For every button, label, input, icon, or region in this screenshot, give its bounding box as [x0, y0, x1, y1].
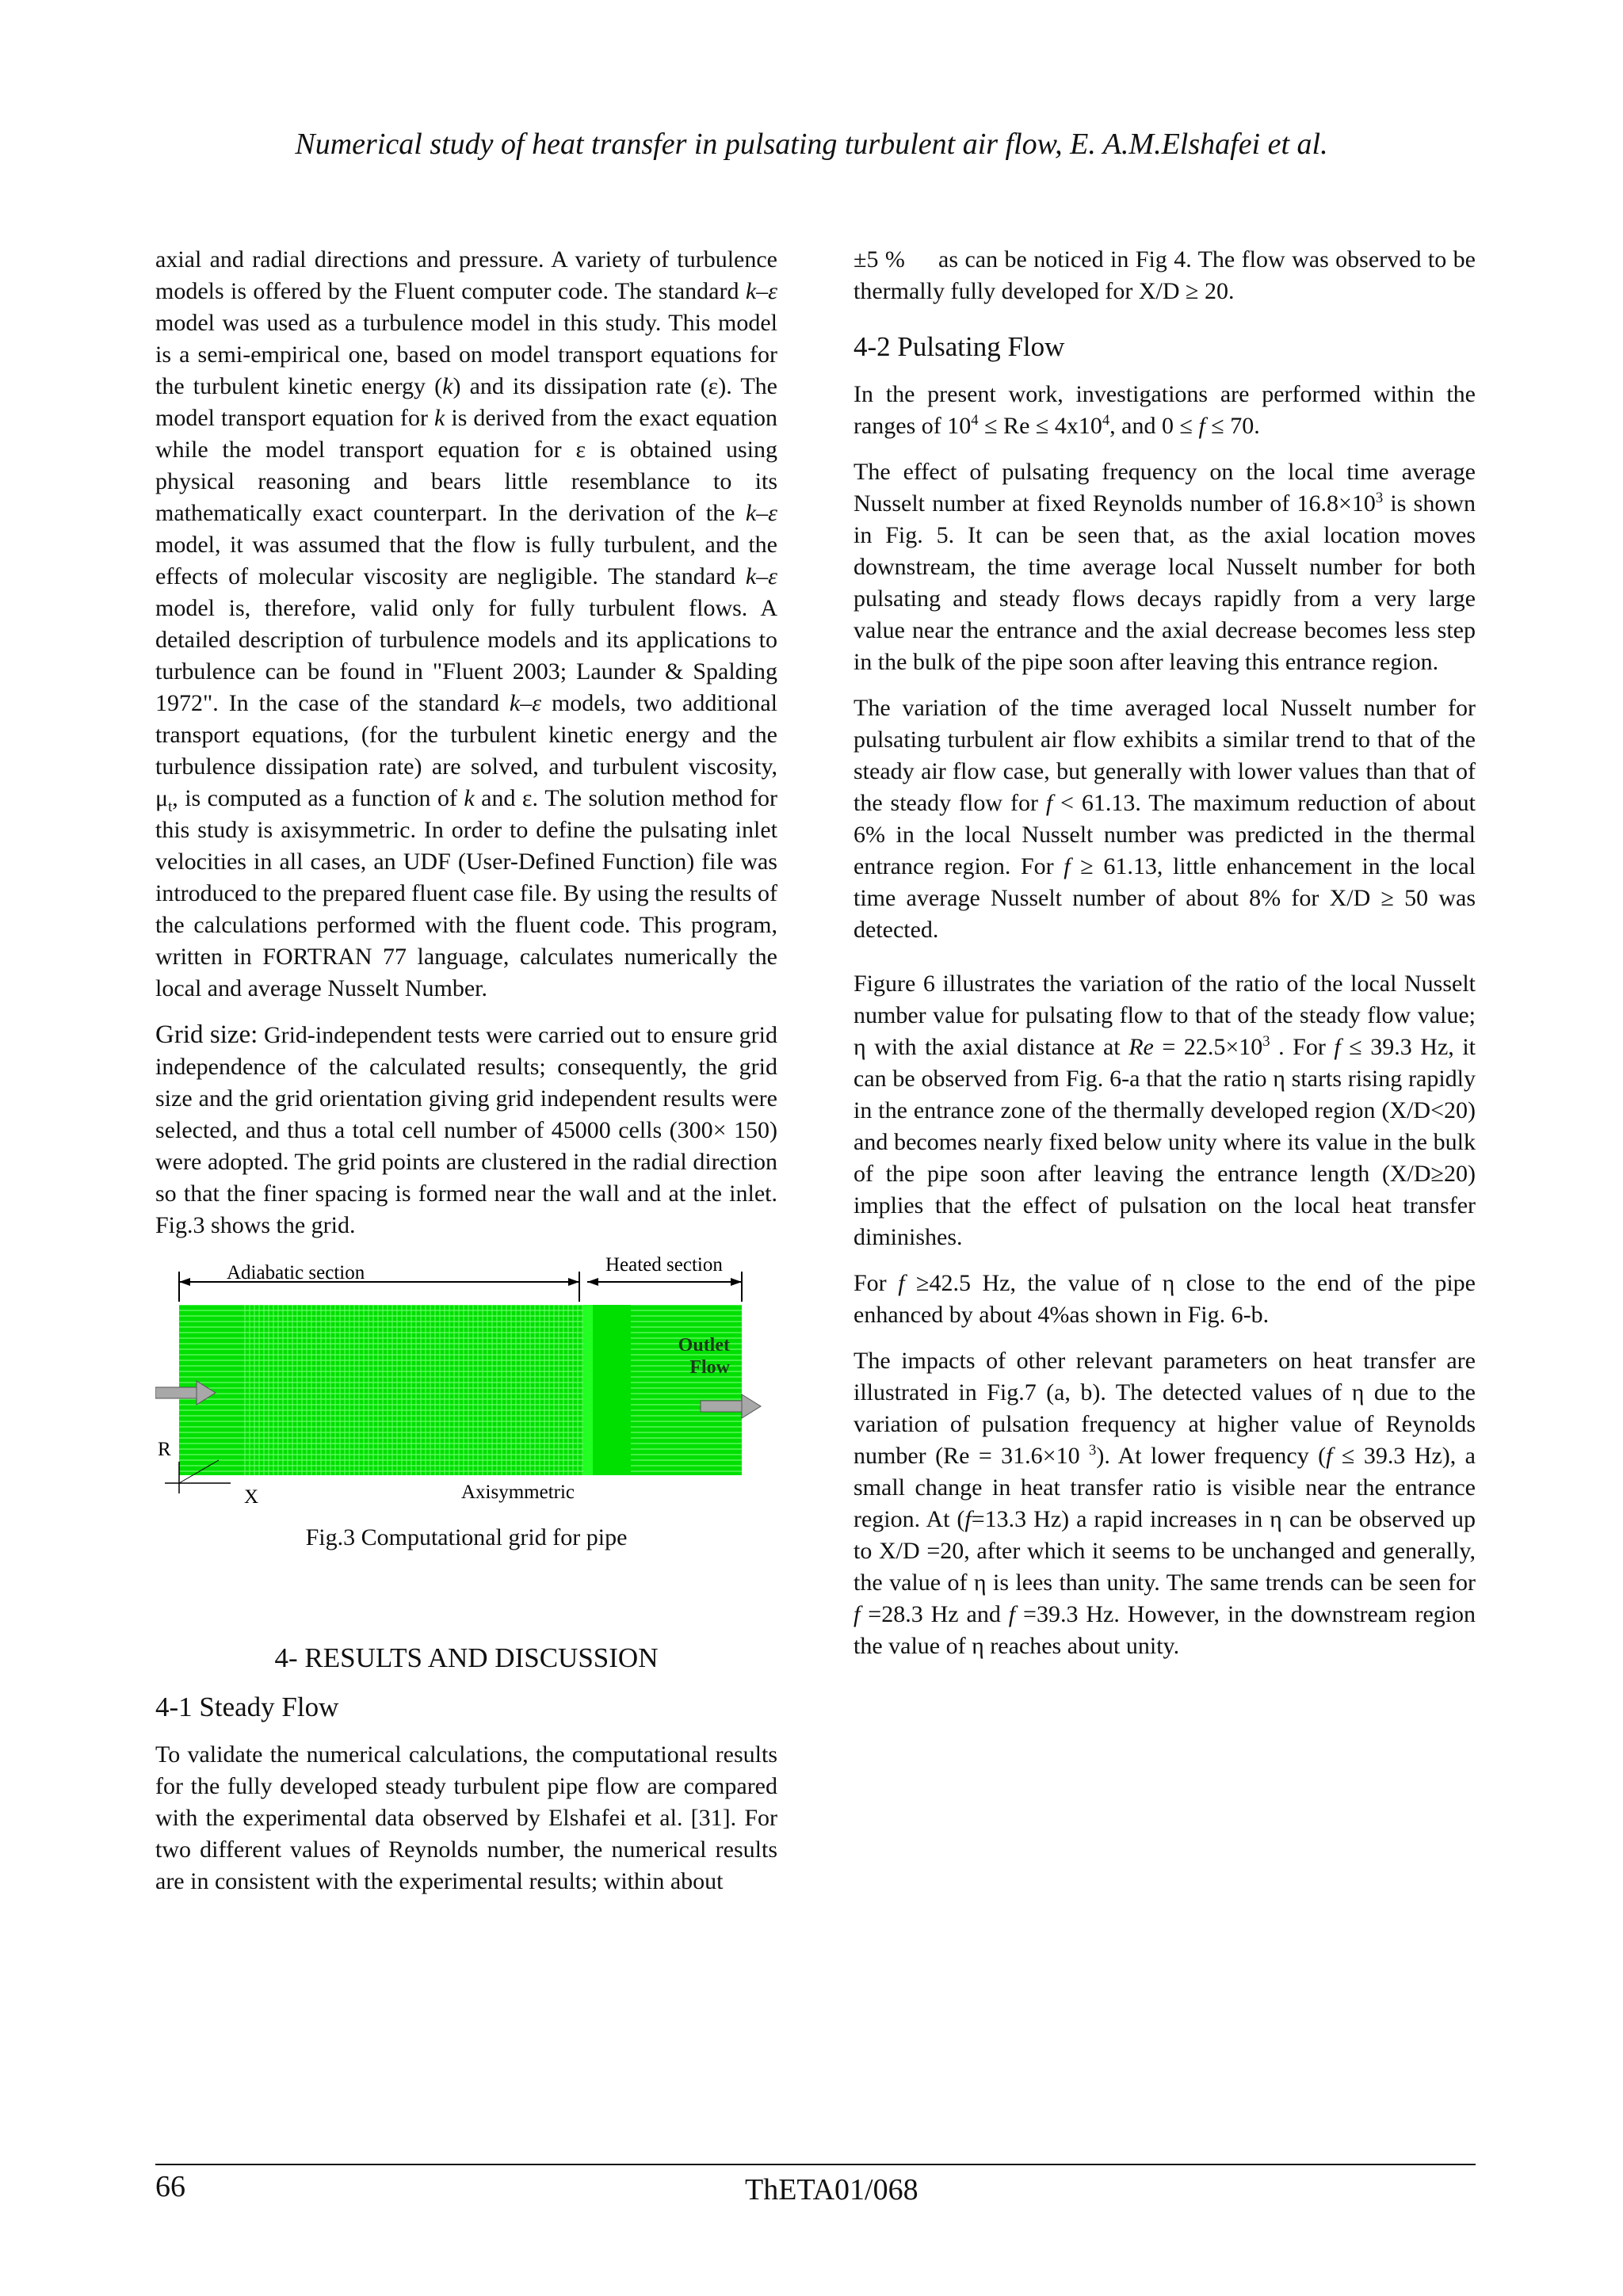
steady-flow-heading: 4-1 Steady Flow [155, 1691, 339, 1722]
footer-rule [155, 2164, 1476, 2165]
grid-size-paragraph: Grid size: Grid-independent tests were carried out to ensure grid independence of the calculated results; consequently, the grid size and the grid orientation giving grid independent results were selected, and thus a total cell number of 45000 cells (300× 150) were adopted. The grid points are clustered in the radial direction so that the finer spacing is formed near the wall and at the inlet. Fig.3 shows the grid. [155, 1020, 777, 1238]
figure-caption: Fig.3 Computational grid for pipe [305, 1524, 628, 1550]
impacts-paragraph: The impacts of other relevant parameters on heat transfer are illustrated in Fig.7 (a, b). The detected values of η due to the variation of pulsation frequency at higher value of Reynolds number (Re = 31.6×10 $^3$). At lower frequency (f ≤ 39.3 Hz), a small change in heat transfer ratio is visible near the entrance region. At (f=13.3 Hz) a rapid increases in η can be observed up to X/D =20, after which it seems to be unchanged and generally, the value of η is lees than unity. The same trends can be seen for f =28.3 Hz and f =39.3 Hz. However, in the downstream region the value of η reaches about unity. [854, 1348, 1476, 1659]
right-column [854, 244, 1482, 1676]
computational-grid-figure [155, 1256, 777, 1511]
running-header: Numerical study of heat transfer in pulsating turbulent air flow, E. A.M.Elshafei et al. [295, 128, 1328, 161]
variation-paragraph: The variation of the time averaged local Nusselt number for pulsating turbulent air flow exhibits a similar trend to that of the steady air flow case, but generally with lower values than that of the steady flow for f < 61.13. The maximum reduction of about 6% in the local Nusselt number was predicted in the thermal entrance region. For f ≥ 61.13, little enhancement in the local time average Nusselt number of about 8% for X/D ≥ 50 was detected. [854, 695, 1476, 943]
r-axis-label: R [158, 1439, 171, 1460]
outlet-label: Outlet [678, 1335, 730, 1356]
paper-code: ThETA01/068 [745, 2173, 918, 2206]
results-heading: 4- RESULTS AND DISCUSSION [274, 1642, 659, 1673]
high-frequency-paragraph: For f ≥42.5 Hz, the value of η close to the end of the pipe enhanced by about 4%as shown in Fig. 6-b. [854, 1270, 1476, 1328]
axisymmetric-label: Axisymmetric [461, 1482, 575, 1503]
frequency-effect-paragraph: The effect of pulsating frequency on the local time average Nusselt number at fixed Reynolds number of $16.8\times 10^3$ is shown in Fig. 5. It can be seen that, as the axial location moves downstream, the time average local Nusselt number for both pulsating and steady flows decays rapidly from a very large value near the entrance and the axial decrease becomes less step in the bulk of the pipe soon after leaving this entrance region. [854, 459, 1476, 675]
model-paragraph: axial and radial directions and pressure. A variety of turbulence models is offered by the Fluent computer code. The standard k–ε model was used as a turbulence model in this study. This model is a semi-empirical one, based on model transport equations for the turbulent kinetic energy (k) and its dissipation rate (ε). The model transport equation for k is derived from the exact equation while the model transport equation for ε is obtained using physical reasoning and bears little resemblance to its mathematically exact counterpart. In the derivation of the k–ε model, it was assumed that the flow is fully turbulent, and the effects of molecular viscosity are negligible. The standard k–ε model is, therefore, valid only for fully turbulent flows. A detailed description of turbulence models and its applications to turbulence can be found in "Fluent 2003; Launder & Spalding 1972". In the case of the standard k–ε models, two additional transport equations, (for the turbulent kinetic energy and the turbulence dissipation rate) are solved, and turbulent viscosity, $\mu_t$, is computed as a function of k and ε. The solution method for this study is axisymmetric. In order to define the pulsating inlet velocities in all cases, an UDF (User-Defined Function) file was introduced to the prepared fluent case file. By using the results of the calculations performed with the fluent code. This program, written in FORTRAN 77 language, calculates numerically the local and average Nusselt Number. [155, 246, 777, 1001]
ranges-paragraph: In the present work, investigations are performed within the ranges of $10^4 \le Re \le 4x10^4$, and 0 ≤ f ≤ 70. [854, 381, 1476, 439]
grid-size-lead: Grid size: [155, 1020, 258, 1049]
figure6-paragraph: Figure 6 illustrates the variation of the ratio of the local Nusselt number value for pulsating flow to that of the steady flow value; η with the axial distance at $Re = 22.5\times 10^3$ . For f ≤ 39.3 Hz, it can be observed from Fig. 6-a that the ratio η starts rising rapidly in the entrance zone of the thermally developed region (X/D<20) and becomes nearly fixed below unity where its value in the bulk of the pipe soon after leaving the entrance length (X/D≥20) implies that the effect of pulsation on the local heat transfer diminishes. [854, 971, 1476, 1250]
grid-diagram [155, 1256, 777, 1511]
page-number: 66 [155, 2170, 185, 2203]
left-column [155, 244, 777, 1912]
adiabatic-section-label: Adiabatic section [227, 1262, 365, 1283]
x-axis-label: X [244, 1486, 259, 1508]
fully-developed-paragraph: ±5 % as can be noticed in Fig 4. The flow was observed to be thermally fully developed for X/D ≥ 20. [854, 246, 1482, 304]
heated-section-label: Heated section [605, 1256, 723, 1276]
steady-flow-paragraph: To validate the numerical calculations, the computational results for the fully developed steady turbulent pipe flow are compared with the experimental data observed by Elshafei et al. [31]. For two different values of Reynolds number, the numerical results are in consistent with the experimental results; within about [155, 1741, 777, 1894]
pulsating-flow-heading: 4-2 Pulsating Flow [854, 331, 1065, 362]
flow-label: Flow [689, 1357, 730, 1378]
